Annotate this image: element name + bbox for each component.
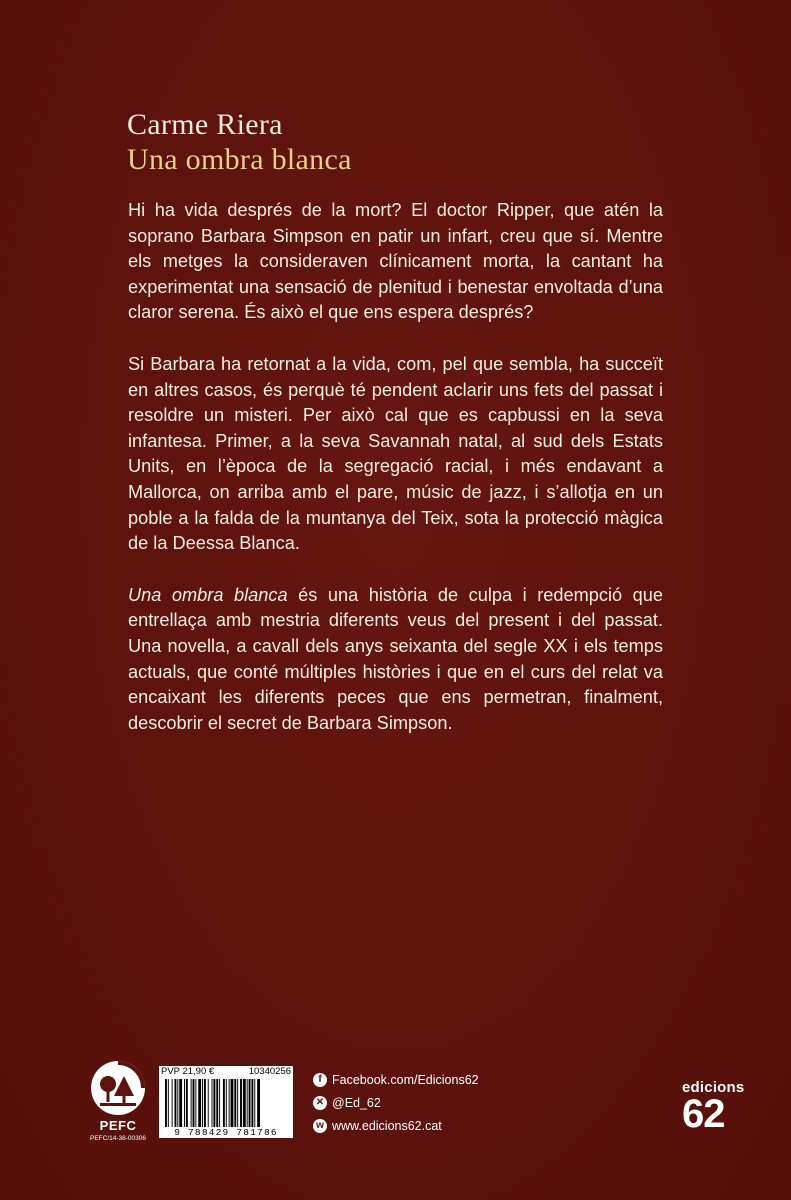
pefc-code: PEFC/14-38-00306 (89, 1135, 146, 1142)
product-code: 10340256 (248, 1066, 291, 1077)
barcode-header (159, 1066, 293, 1077)
pefc-tree-logo-icon (90, 1060, 146, 1116)
isbn-number: 9 788429 781786 (174, 1127, 278, 1138)
pefc-label: PEFC (99, 1118, 137, 1133)
facebook-link[interactable]: Facebook.com/Edicions62 (332, 1073, 479, 1087)
facebook-icon: f (313, 1073, 327, 1087)
barcode (159, 1066, 293, 1138)
blurb-paragraph-3-text: és una història de culpa i redempció que entrellaça amb mestria diferents veus del present i del passat. Una novella, a cavall dels anys seixanta del segle XX i els temps actuals, que conté múltiples històries i que en el curs del relat va encaixant les diferents peces que ens permetran, finalment, descobrir el secret de Barbara Simpson. (128, 584, 663, 733)
x-icon: ✕ (313, 1096, 327, 1110)
pefc-certification (78, 1060, 158, 1142)
web-icon: w (313, 1119, 327, 1133)
x-handle[interactable]: @Ed_62 (332, 1096, 381, 1110)
blurb (128, 198, 663, 762)
blurb-paragraph-2: Si Barbara ha retornat a la vida, com, pel que sembla, ha succeït en altres casos, és perquè té pendent aclarir uns fets del passat i resoldre un misteri. Per això cal que es capbussi en la seva infantesa. Primer, a la seva Savannah natal, al sud dels Estats Units, en l’època de la segregació racial, i més endavant a Mallorca, on arriba amb el pare, músic de jazz, i s’allotja en un poble a la falda de la muntanya del Teix, sota la protecció màgica de la Deessa Blanca. (128, 353, 663, 554)
blurb-title-italic: Una ombra blanca (128, 584, 288, 605)
website-link[interactable]: www.edicions62.cat (332, 1119, 442, 1133)
social-facebook[interactable] (313, 1072, 479, 1088)
blurb-paragraph-1: Hi ha vida després de la mort? El doctor Ripper, que atén la soprano Barbara Simpson en patir un infart, creu que sí. Mentre els metges la consideraven clínicament morta, la cantant ha experimentat una sensació de plenitud i benestar envoltada d’una claror serena. És això el que ens espera després? (128, 200, 663, 323)
author-name: Carme Riera (127, 108, 283, 141)
barcode-bars (165, 1079, 287, 1127)
publisher-logo (682, 1080, 752, 1134)
social-web[interactable] (313, 1118, 479, 1134)
price-label: PVP 21,90 € (161, 1066, 215, 1077)
social-x[interactable] (313, 1095, 479, 1111)
publisher-name: edicions (682, 1079, 745, 1096)
social-links (313, 1072, 479, 1141)
book-title: Una ombra blanca (127, 143, 352, 176)
publisher-number: 62 (682, 1092, 725, 1136)
blurb-paragraph-3 (128, 583, 663, 737)
